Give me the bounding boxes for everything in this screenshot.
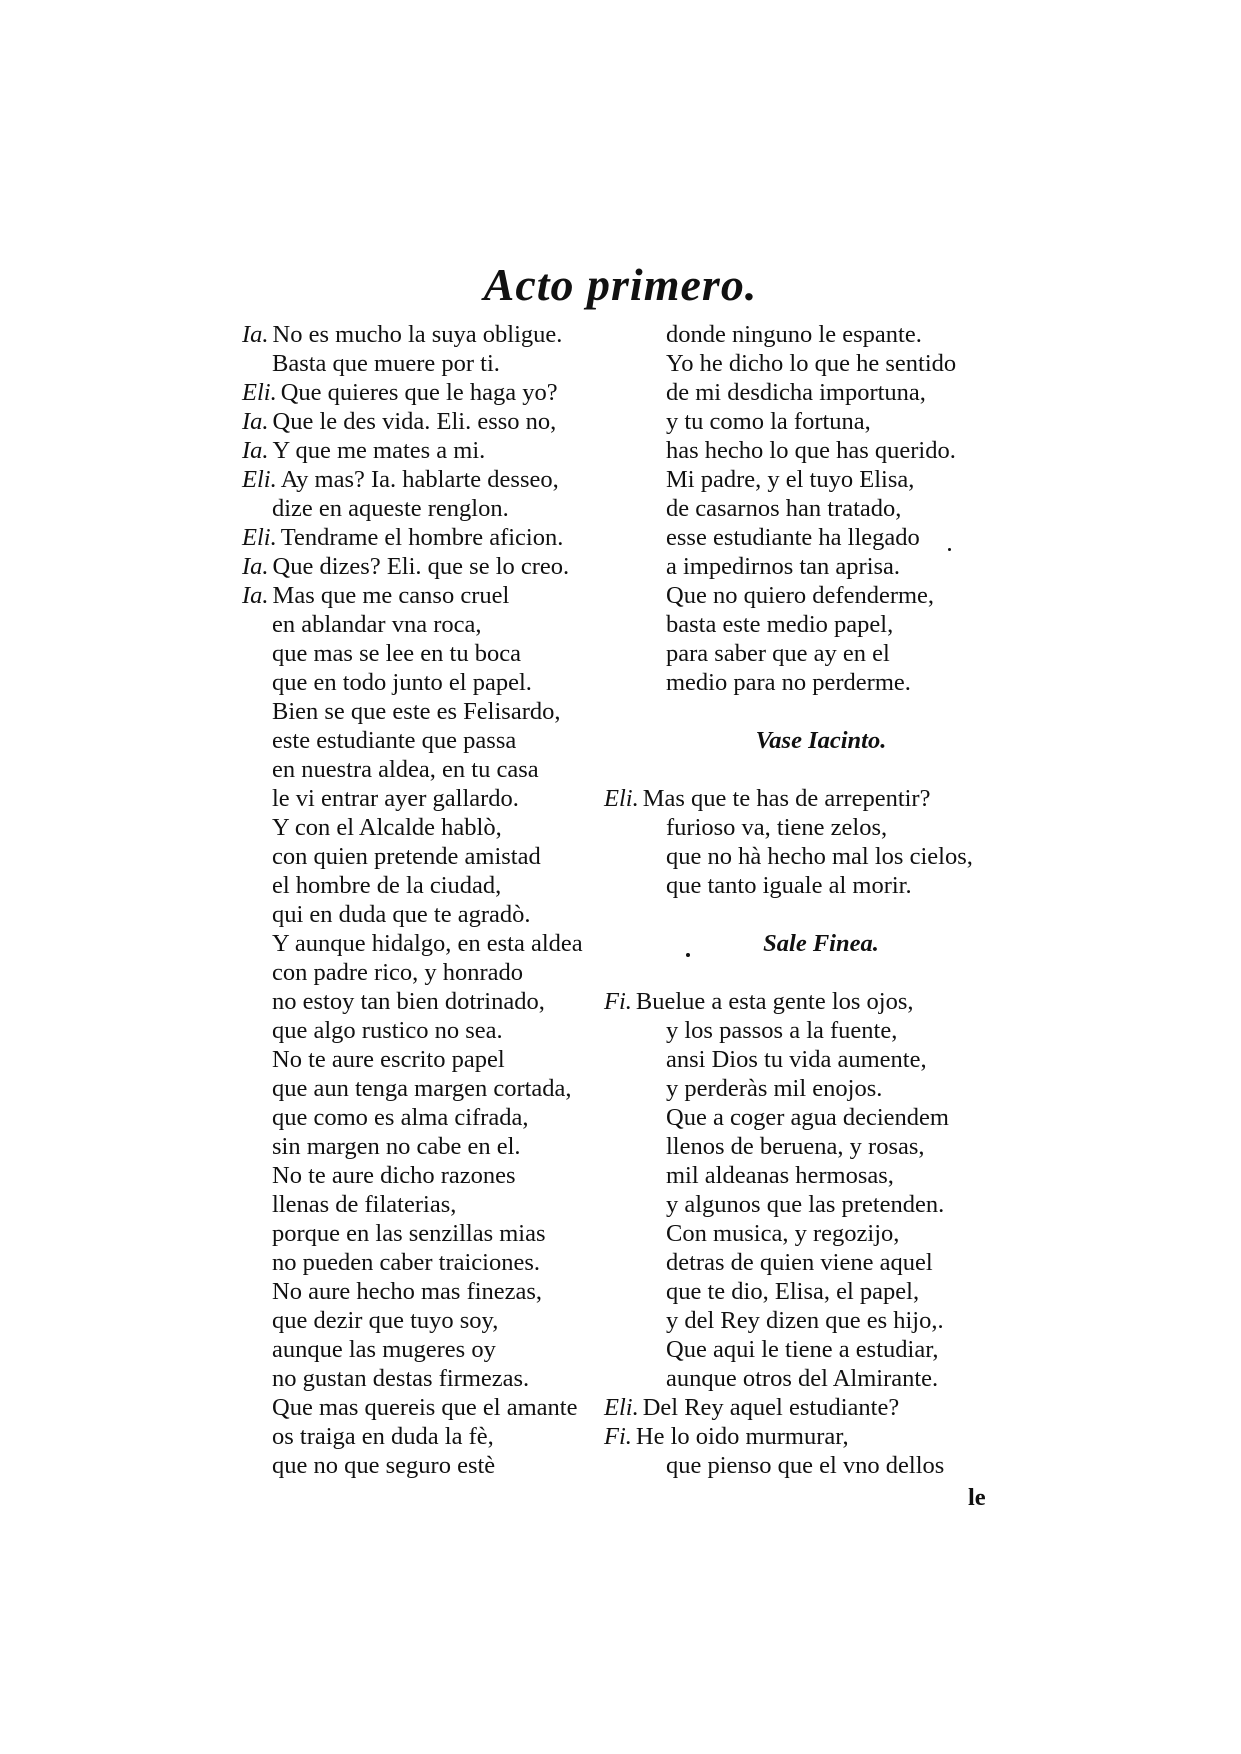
verse-line (242, 1132, 642, 1161)
verse-text: qui en duda que te agradò. (272, 901, 531, 928)
verse-text: llenos de beruena, y rosas, (666, 1133, 925, 1160)
verse-line (242, 1422, 642, 1451)
verse-text: Que no quiero defenderme, (666, 582, 935, 609)
verse-text: Que a coger agua deciendem (666, 1104, 949, 1131)
verse-line (242, 726, 642, 755)
verse-text: porque en las senzillas mias (272, 1220, 546, 1247)
speaker-label: Eli. (242, 379, 277, 406)
speaker-label: Eli. (242, 466, 277, 493)
verse-line (636, 639, 1006, 668)
verse-line (636, 610, 1006, 639)
verse-text: no gustan destas firmezas. (272, 1365, 530, 1392)
verse-line (636, 349, 1006, 378)
verse-line (636, 581, 1006, 610)
verse-line (242, 784, 642, 813)
verse-line (636, 871, 1006, 900)
verse-text: que aun tenga margen cortada, (272, 1075, 572, 1102)
blank-line (636, 900, 1006, 929)
verse-text: que en todo junto el papel. (272, 669, 532, 696)
verse-line (636, 1074, 1006, 1103)
verse-line (242, 465, 642, 494)
verse-text: mil aldeanas hermosas, (666, 1162, 894, 1189)
verse-text: que como es alma cifrada, (272, 1104, 529, 1131)
verse-text: aunque otros del Almirante. (666, 1365, 939, 1392)
verse-line (242, 1103, 642, 1132)
verse-text: No es mucho la suya obligue. (272, 321, 563, 348)
verse-text: Y con el Alcalde hablò, (272, 814, 502, 841)
verse-line (636, 1132, 1006, 1161)
verse-line (242, 697, 642, 726)
verse-text: Y aunque hidalgo, en esta aldea (272, 930, 583, 957)
verse-line (636, 378, 1006, 407)
verse-text: He lo oido murmurar, (635, 1423, 849, 1450)
verse-line (242, 581, 642, 610)
verse-text: No te aure escrito papel (272, 1046, 505, 1073)
verse-text: Que quieres que le haga yo? (280, 379, 558, 406)
verse-text: el hombre de la ciudad, (272, 872, 502, 899)
verse-line (242, 871, 642, 900)
verse-line (242, 610, 642, 639)
verse-text: con padre rico, y honrado (272, 959, 524, 986)
verse-text: de mi desdicha importuna, (666, 379, 926, 406)
verse-text: Tendrame el hombre aficion. (280, 524, 564, 551)
verse-text: le vi entrar ayer gallardo. (272, 785, 519, 812)
verse-text: Del Rey aquel estudiante? (642, 1394, 900, 1421)
verse-text: medio para no perderme. (666, 669, 911, 696)
speaker-label: Eli. (604, 1394, 639, 1421)
verse-line (636, 1277, 1006, 1306)
stage-direction: Sale Finea. (763, 930, 879, 957)
verse-line (636, 465, 1006, 494)
verse-line (242, 1306, 642, 1335)
verse-text: Buelue a esta gente los ojos, (635, 988, 914, 1015)
verse-text: en ablandar vna roca, (272, 611, 482, 638)
verse-text: y perderàs mil enojos. (666, 1075, 883, 1102)
ink-speck (686, 953, 690, 957)
verse-line (636, 1161, 1006, 1190)
verse-line (242, 639, 642, 668)
speaker-label: Eli. (242, 524, 277, 551)
verse-text: que no hà hecho mal los cielos, (666, 843, 973, 870)
verse-text: Yo he dicho lo que he sentido (666, 350, 957, 377)
verse-line (242, 813, 642, 842)
verse-line (242, 842, 642, 871)
verse-text: Que mas quereis que el amante (272, 1394, 578, 1421)
verse-line (636, 407, 1006, 436)
verse-text: que tanto iguale al morir. (666, 872, 912, 899)
verse-text: Que aqui le tiene a estudiar, (666, 1336, 939, 1363)
verse-line (242, 668, 642, 697)
blank-line (636, 958, 1006, 987)
verse-line (242, 1248, 642, 1277)
verse-text: llenas de filaterias, (272, 1191, 457, 1218)
verse-text: Que dizes? Eli. que se lo creo. (272, 553, 570, 580)
verse-line (636, 1045, 1006, 1074)
verse-text: con quien pretende amistad (272, 843, 541, 870)
verse-text: a impedirnos tan aprisa. (666, 553, 901, 580)
verse-text: esse estudiante ha llegado (666, 524, 920, 551)
verse-text: que dezir que tuyo soy, (272, 1307, 499, 1334)
verse-line (242, 320, 642, 349)
verse-line (636, 842, 1006, 871)
verse-text: os traiga en duda la fè, (272, 1423, 494, 1450)
running-head: Acto primero. (483, 259, 758, 310)
verse-text: que te dio, Elisa, el papel, (666, 1278, 920, 1305)
verse-text: Mas que me canso cruel (272, 582, 510, 609)
verse-line (636, 1103, 1006, 1132)
speaker-label: Ia. (242, 437, 269, 464)
speaker-label: Ia. (242, 408, 269, 435)
verse-line (636, 320, 1006, 349)
verse-text: Ay mas? Ia. hablarte desseo, (280, 466, 559, 493)
right-column (604, 320, 1006, 1480)
speaker-label: Ia. (242, 321, 269, 348)
speaker-label: Ia. (242, 582, 269, 609)
verse-line (636, 1219, 1006, 1248)
verse-text: y tu como la fortuna, (666, 408, 871, 435)
verse-line (242, 900, 642, 929)
verse-line (604, 1422, 1006, 1451)
verse-line (242, 349, 642, 378)
verse-line (242, 1190, 642, 1219)
verse-text: basta este medio papel, (666, 611, 894, 638)
verse-text: sin margen no cabe en el. (272, 1133, 521, 1160)
speaker-label: Fi. (604, 1423, 632, 1450)
verse-line (636, 1306, 1006, 1335)
left-column (242, 320, 642, 1480)
speaker-label: Ia. (242, 553, 269, 580)
verse-text: este estudiante que passa (272, 727, 517, 754)
verse-line (636, 1016, 1006, 1045)
catchword: le (968, 1484, 986, 1511)
verse-text: furioso va, tiene zelos, (666, 814, 888, 841)
verse-text: No aure hecho mas finezas, (272, 1278, 543, 1305)
verse-line (604, 987, 1006, 1016)
verse-line (636, 552, 1006, 581)
verse-text: para saber que ay en el (666, 640, 890, 667)
verse-text: que pienso que el vno dellos (666, 1452, 945, 1479)
stage-direction: Vase Iacinto. (755, 727, 887, 754)
verse-line (242, 1016, 642, 1045)
verse-line (636, 813, 1006, 842)
verse-line (242, 1277, 642, 1306)
verse-text: de casarnos han tratado, (666, 495, 902, 522)
verse-line (636, 668, 1006, 697)
verse-text: en nuestra aldea, en tu casa (272, 756, 539, 783)
verse-line (242, 1045, 642, 1074)
verse-line (636, 1335, 1006, 1364)
verse-text: aunque las mugeres oy (272, 1336, 496, 1363)
verse-text: has hecho lo que has querido. (666, 437, 956, 464)
verse-text: que mas se lee en tu boca (272, 640, 521, 667)
verse-text: Que le des vida. Eli. esso no, (272, 408, 557, 435)
verse-text: y algunos que las pretenden. (666, 1191, 945, 1218)
verse-line (636, 1451, 1006, 1480)
verse-line (604, 1393, 1006, 1422)
verse-line (636, 436, 1006, 465)
verse-text: Basta que muere por ti. (272, 350, 500, 377)
verse-line (604, 784, 1006, 813)
verse-line (242, 1161, 642, 1190)
verse-line (242, 1393, 642, 1422)
verse-text: Mas que te has de arrepentir? (642, 785, 931, 812)
verse-line (242, 552, 642, 581)
verse-line (242, 958, 642, 987)
verse-text: y los passos a la fuente, (666, 1017, 898, 1044)
verse-line (636, 494, 1006, 523)
verse-text: Bien se que este es Felisardo, (272, 698, 561, 725)
verse-line (242, 436, 642, 465)
speaker-label: Eli. (604, 785, 639, 812)
verse-line (242, 987, 642, 1016)
verse-text: Con musica, y regozijo, (666, 1220, 900, 1247)
verse-text: donde ninguno le espante. (666, 321, 922, 348)
verse-text: dize en aqueste renglon. (272, 495, 509, 522)
verse-text: que no que seguro estè (272, 1452, 496, 1479)
verse-text: No te aure dicho razones (272, 1162, 516, 1189)
verse-text: Mi padre, y el tuyo Elisa, (666, 466, 915, 493)
verse-line (242, 494, 642, 523)
verse-text: no pueden caber traiciones. (272, 1249, 541, 1276)
verse-text: Y que me mates a mi. (272, 437, 486, 464)
verse-line (636, 1364, 1006, 1393)
verse-line (242, 407, 642, 436)
verse-line (242, 929, 642, 958)
verse-line (242, 1219, 642, 1248)
verse-line (636, 1190, 1006, 1219)
verse-line (242, 523, 642, 552)
verse-text: no estoy tan bien dotrinado, (272, 988, 545, 1015)
verse-line (242, 378, 642, 407)
verse-line (636, 1248, 1006, 1277)
verse-text: detras de quien viene aquel (666, 1249, 933, 1276)
verse-line (242, 1074, 642, 1103)
verse-line (242, 1335, 642, 1364)
blank-line (636, 755, 1006, 784)
verse-text: que algo rustico no sea. (272, 1017, 503, 1044)
verse-line (242, 755, 642, 784)
verse-line (242, 1451, 642, 1480)
speaker-label: Fi. (604, 988, 632, 1015)
verse-line (242, 1364, 642, 1393)
ink-speck (948, 548, 951, 551)
blank-line (636, 697, 1006, 726)
verse-text: ansi Dios tu vida aumente, (666, 1046, 927, 1073)
verse-text: y del Rey dizen que es hijo,. (666, 1307, 944, 1334)
